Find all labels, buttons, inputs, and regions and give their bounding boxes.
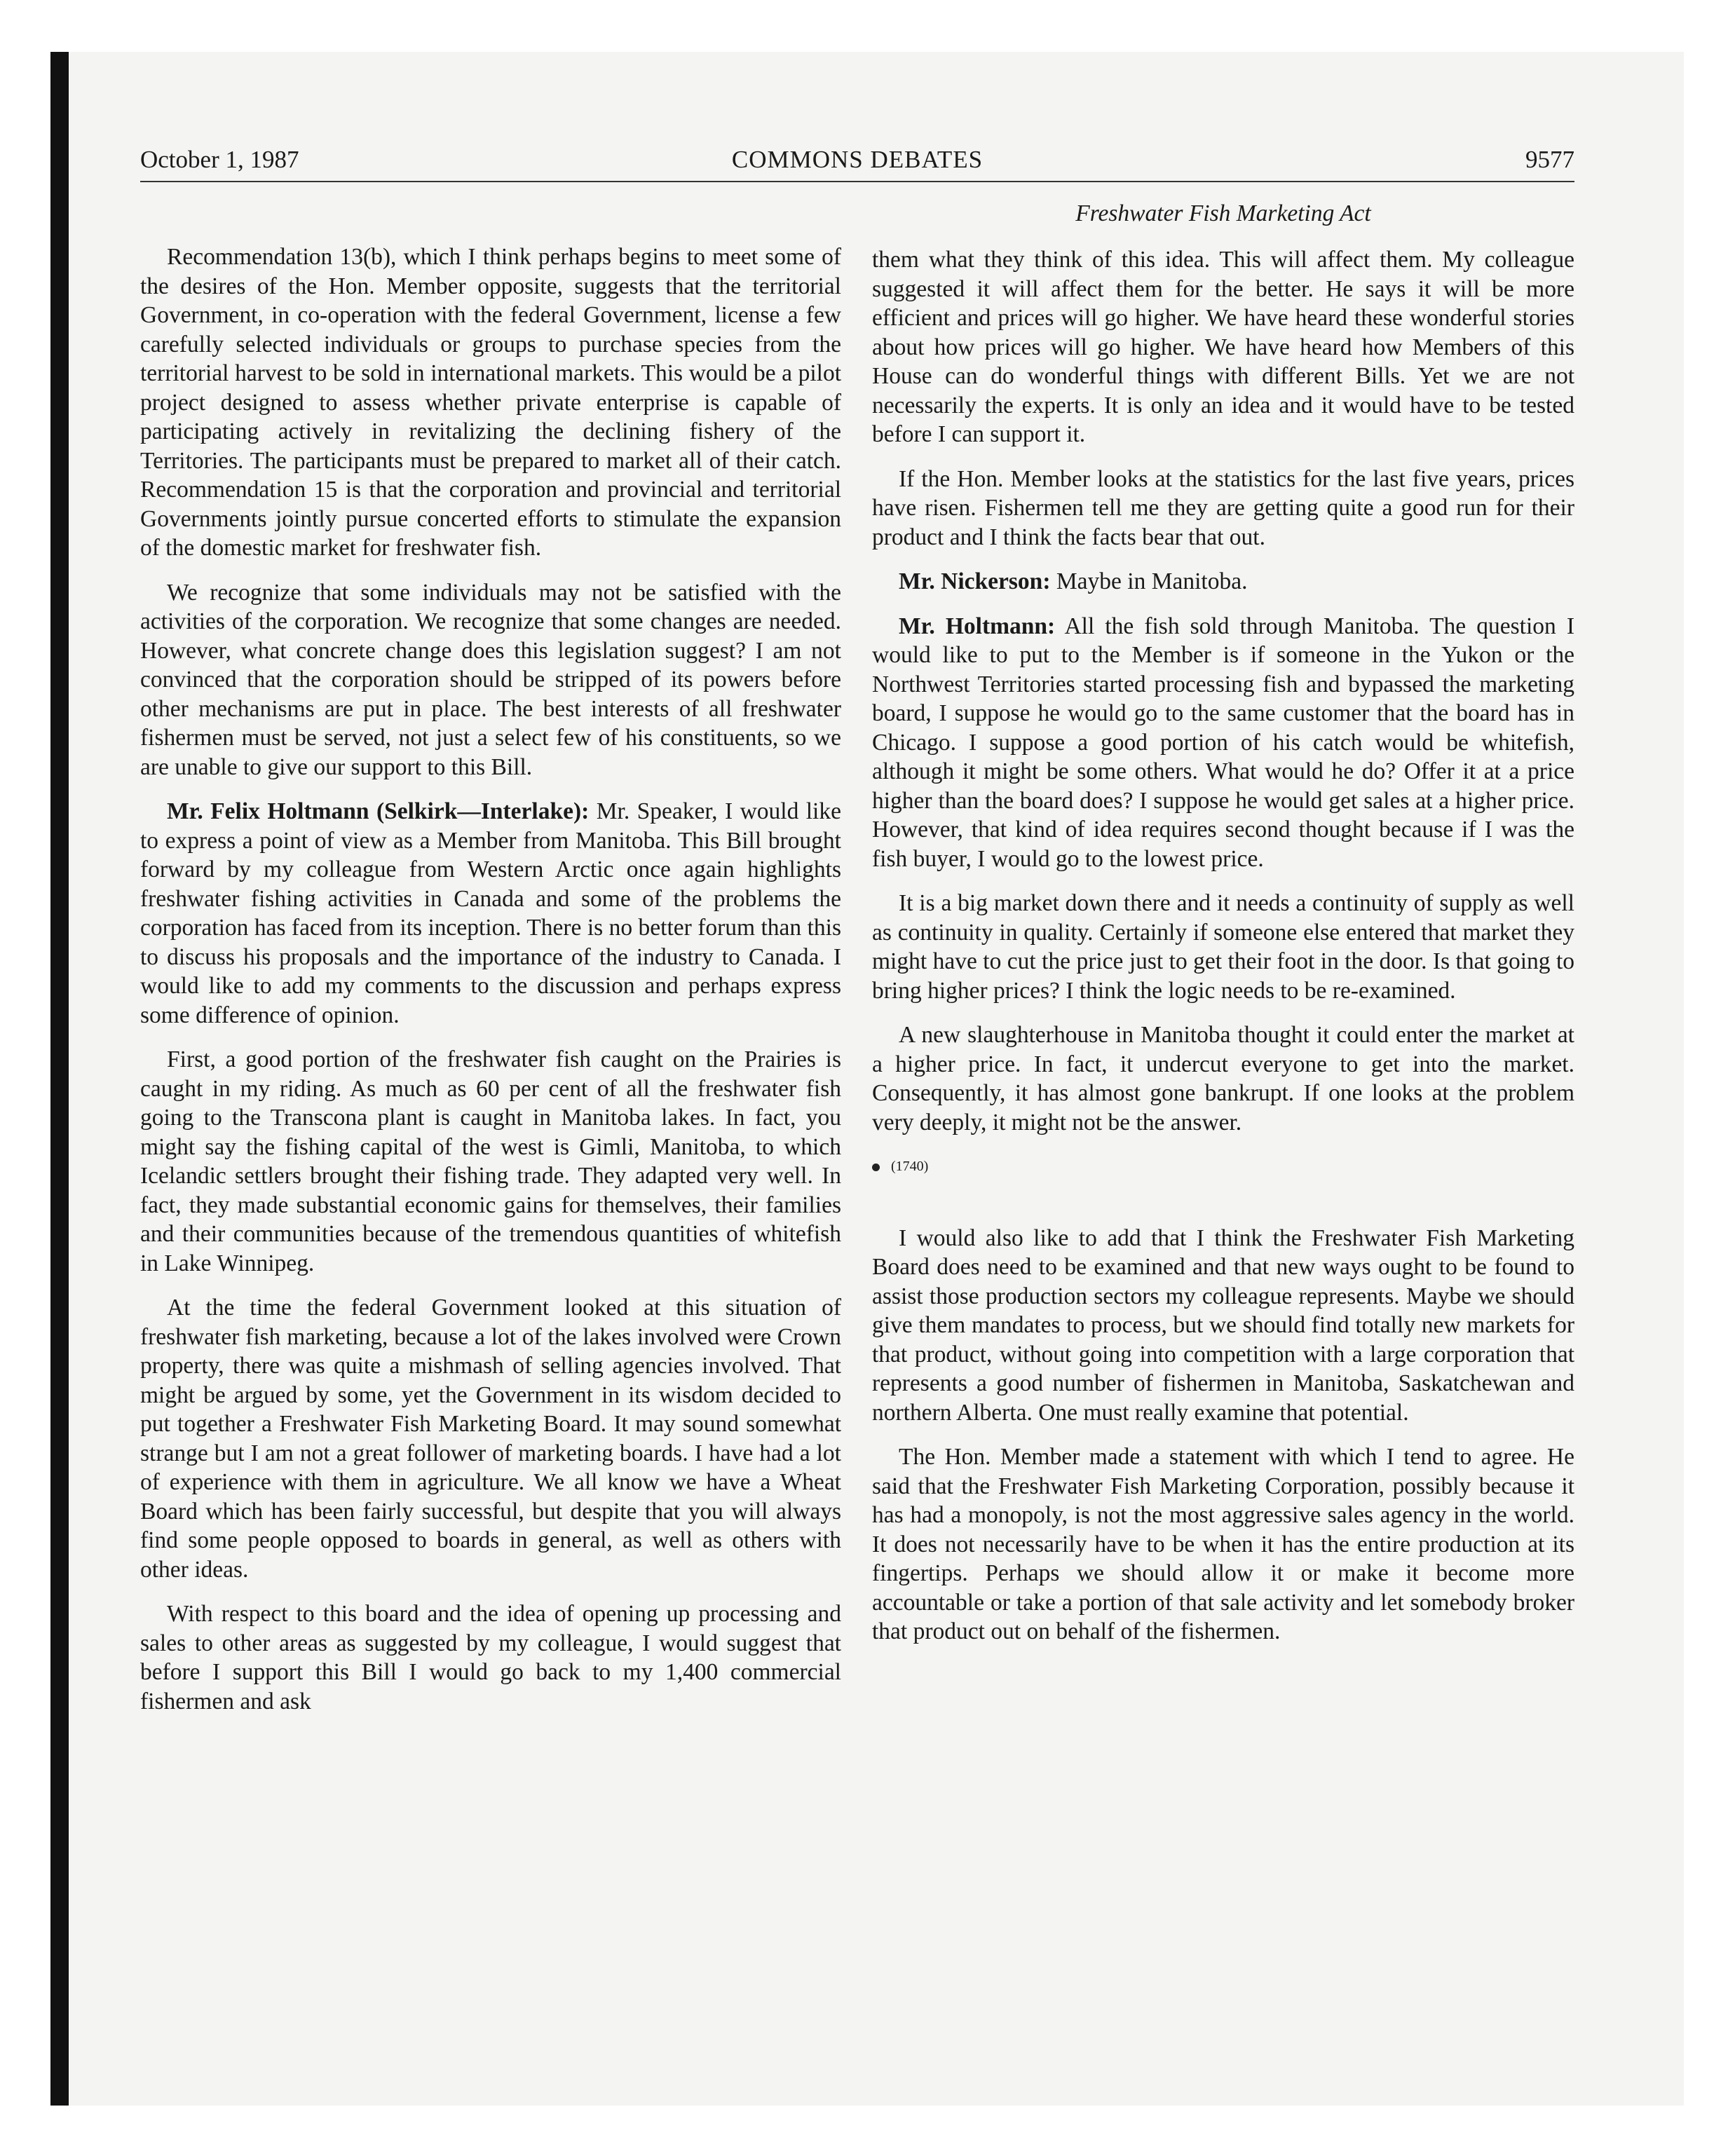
paragraph-text: Maybe in Manitoba.: [1050, 568, 1248, 594]
act-title: Freshwater Fish Marketing Act: [1075, 200, 1371, 226]
paragraph-text: The Hon. Member made a statement with which I tend to agree. He said that the Freshwater Fish Marketing Corporation, possibly because it has had a monopoly, is not the most aggressive sales agency in the world. It does not necessarily have to be when it has the entire production at its fingertips. Perhaps we should allow it or make it become more accountable or take a portion of that sale activity and let somebody broker that product out on behalf of the fishermen.: [872, 1444, 1574, 1644]
paragraph: [872, 465, 1574, 552]
paragraph-text: It is a big market down there and it needs a continuity of supply as well as continuity in quality. Certainly if someone else entered that market they might have to cut the price just to get their foot in the door. Is that going to bring higher prices? I think the logic needs to be re-examined.: [872, 890, 1574, 1004]
header-date: October 1, 1987: [140, 146, 299, 173]
speech-paragraph: [140, 797, 841, 1030]
paragraph-text: At the time the federal Government looked at this situation of freshwater fish marketing, because a lot of the lakes involved were Crown property, there was quite a mishmash of selling agencies involved. That might be argued by some, yet the Government in its wisdom decided to put together a Freshwater Fish Marketing Board. It may sound somewhat strange but I am not a great follower of marketing boards. I have had a lot of experience with them in agriculture. We all know we have a Wheat Board which has been fairly successful, but despite that you will always find some people opposed to boards in general, as well as others with other ideas.: [140, 1295, 841, 1583]
header-rule: [140, 181, 1574, 182]
speaker-name: Mr. Nickerson:: [899, 568, 1051, 594]
paragraph-text: All the fish sold through Manitoba. The question I would like to put to the Member is if someone in the Yukon or the Northwest Territories started processing fish and bypassed the marketing board, I suppose he would go to the same customer that the board has in Chicago. I suppose a good portion of his catch would be whitefish, although it might be some others. What would he do? Offer it at a price higher than the board does? I suppose he would get sales at a higher price. However, that kind of idea requires second thought because if I was the fish buyer, I would go to the lowest price.: [872, 613, 1574, 872]
paragraph: [140, 243, 841, 563]
bullet-icon: [872, 1164, 880, 1171]
paragraph: [140, 1599, 841, 1716]
paragraph-text: Recommendation 13(b), which I think perhaps begins to meet some of the desires of the Hon. Member opposite, suggests that the territorial Government, in co-operation with the federal Government, license a few carefully selected individuals or groups to purchase species from the territorial harvest to be sold in international markets. This would be a pilot project designed to assess whether private enterprise is capable of participating actively in revitalizing the declining fishery of the Territories. The participants must be prepared to market all of their catch. Recommendation 15 is that the corporation and provincial and territorial Governments jointly pursue concerted efforts to stimulate the expansion of the domestic market for freshwater fish.: [140, 244, 841, 561]
time-marker-text: (1740): [891, 1159, 929, 1174]
paragraph-text: A new slaughterhouse in Manitoba thought it could enter the market at a higher price. In fact, it undercut everyone to get into the market. Consequently, it has almost gone bankrupt. If one looks at the problem very deeply, it might not be the answer.: [872, 1022, 1574, 1135]
paragraph-text: We recognize that some individuals may not be satisfied with the activities of the corporation. We recognize that some changes are needed. However, what concrete change does this legislation suggest? I am not convinced that the corporation should be stripped of its powers before other mechanisms are put in place. The best interests of all freshwater fishermen must be served, not just a select few of his constituents, so we are unable to give our support to this Bill.: [140, 579, 841, 780]
paragraph-text: I would also like to add that I think the Freshwater Fish Marketing Board does need to be examined and that new ways ought to be found to assist those production sectors my colleague represents. Maybe we should give them mandates to process, but we should find totally new markets for that product, without going into competition with a large corporation that represents a good number of fishermen in Manitoba, Saskatchewan and northern Alberta. One must really examine that potential.: [872, 1224, 1574, 1426]
paragraph: [872, 889, 1574, 1005]
paragraph-text: First, a good portion of the freshwater fish caught on the Prairies is caught in my riding. As much as 60 per cent of all the freshwater fish going to the Transcona plant is caught in Manitoba lakes. In fact, you might say the fishing capital of the west is Gimli, Manitoba, to which Icelandic settlers brought their fishing trade. They adapted very well. In fact, they made substantial economic gains for themselves, their families and their communities because of the tremendous quantities of whitefish in Lake Winnipeg.: [140, 1046, 841, 1276]
left-column: [140, 243, 841, 1731]
speaker-name: Mr. Holtmann:: [899, 613, 1056, 639]
header-publication: COMMONS DEBATES: [731, 146, 984, 173]
header-page-number: 9577: [1525, 146, 1574, 173]
paragraph-text: With respect to this board and the idea of opening up processing and sales to other areas as suggested by my colleague, I would suggest that before I support this Bill I would go back to my 1,400 commercial fishermen and ask: [140, 1601, 841, 1714]
speech-paragraph: [872, 567, 1574, 596]
paragraph: [872, 245, 1574, 449]
paragraph-text: Mr. Speaker, I would like to express a point of view as a Member from Manitoba. This Bill brought forward by my colleague from Western Arctic once again highlights freshwater fishing activities in Canada and some of the problems the corporation has faced from its inception. There is no better forum than this to discuss his proposals and the importance of the industry to Canada. I would like to add my comments to the discussion and perhaps express some difference of opinion.: [140, 798, 841, 1028]
speech-paragraph: [872, 612, 1574, 874]
paragraph: [872, 1021, 1574, 1137]
paragraph-text: them what they think of this idea. This will affect them. My colleague suggested it will affect them for the better. He says it will be more efficient and prices will go higher. We have heard these wonderful stories about how prices will go higher. We have heard how Members of this House can do wonderful things with different Bills. Yet we are not necessarily the experts. It is only an idea and it would have to be tested before I can support it.: [872, 247, 1574, 447]
scan-edge-border: [50, 52, 69, 2106]
right-column: [872, 245, 1574, 1662]
time-marker: [872, 1152, 1574, 1182]
paragraph: [872, 1224, 1574, 1428]
paragraph: [872, 1442, 1574, 1646]
running-head: [140, 146, 1574, 182]
paragraph: [140, 1045, 841, 1278]
paragraph-text: If the Hon. Member looks at the statistics for the last five years, prices have risen. Fishermen tell me they are getting quite a good run for their product and I think the facts bear that out.: [872, 465, 1574, 550]
speaker-name: Mr. Felix Holtmann (Selkirk—Interlake):: [167, 798, 590, 824]
paragraph: [140, 578, 841, 782]
paragraph: [140, 1293, 841, 1584]
